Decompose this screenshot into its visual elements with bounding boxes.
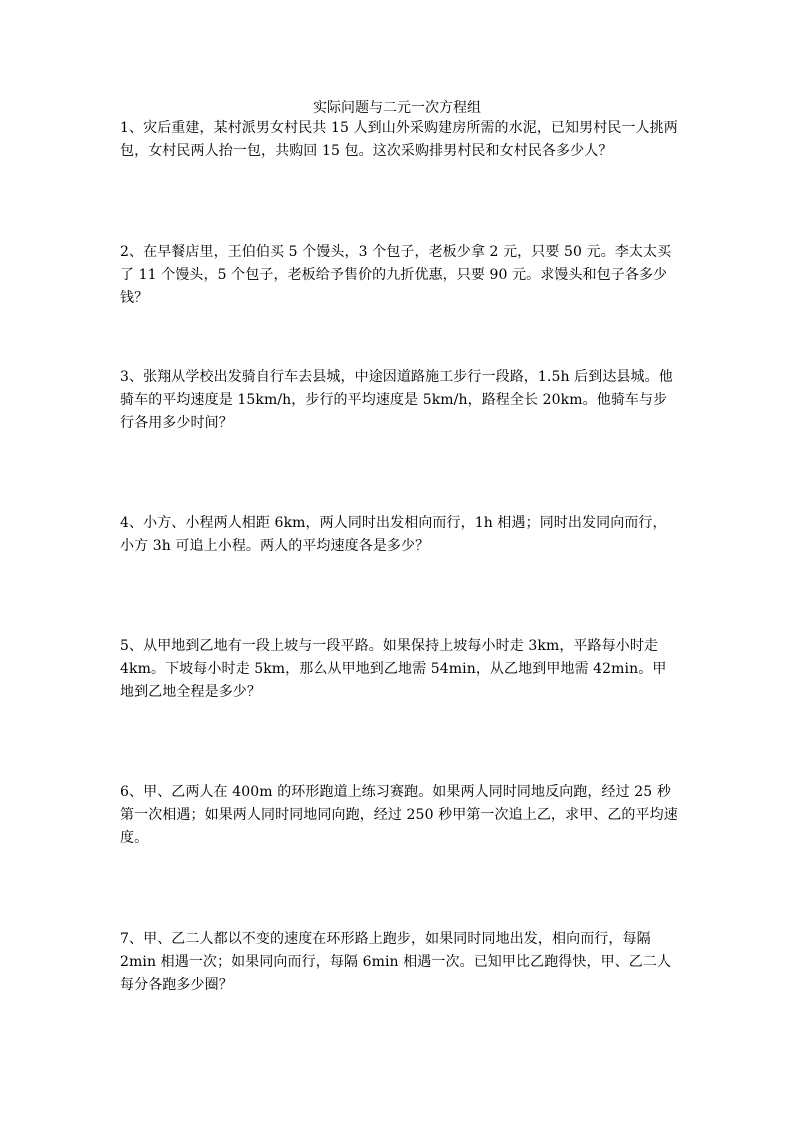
question-7: 7、甲、乙二人都以不变的速度在环形路上跑步，如果同时同地出发，相向而行，每隔 2min 相遇一次；如果同向而行，每隔 6min 相遇一次。已知甲比乙跑得快，甲、乙二人每分各跑多少圈？ bbox=[120, 931, 672, 993]
question-2: 2、在早餐店里，王伯伯买 5 个馒头，3 个包子，老板少拿 2 元，只要 50 元。李太太买了 11 个馒头，5 个包子，老板给予售价的九折优惠，只要 90 元。求馒头和包子各多少钱？ bbox=[120, 244, 672, 306]
document-title: 实际问题与二元一次方程组 bbox=[313, 100, 481, 116]
question-3: 3、张翔从学校出发骑自行车去县城，中途因道路施工步行一段路，1.5h 后到达县城。他骑车的平均速度是 15km/h，步行的平均速度是 5km/h，路程全长 20km。他骑车与步行各用多少时间？ bbox=[120, 369, 673, 431]
question-1: 1、灾后重建，某村派男女村民共 15 人到山外采购建房所需的水泥，已知男村民一人挑两包，女村民两人抬一包，共购回 15 包。这次采购排男村民和女村民各多少人？ bbox=[120, 120, 678, 159]
question-6: 6、甲、乙两人在 400m 的环形跑道上练习赛跑。如果两人同时同地反向跑，经过 25 秒第一次相遇；如果两人同时同地同向跑，经过 250 秒甲第一次追上乙，求甲、乙的平均速度。 bbox=[120, 784, 678, 846]
question-5: 5、从甲地到乙地有一段上坡与一段平路。如果保持上坡每小时走 3km，平路每小时走 4km。下坡每小时走 5km，那么从甲地到乙地需 54min，从乙地到甲地需 42min。甲地到乙地全程是多少？ bbox=[120, 638, 667, 700]
question-4: 4、小方、小程两人相距 6km，两人同时出发相向而行，1h 相遇；同时出发同向而行，小方 3h 可追上小程。两人的平均速度各是多少？ bbox=[120, 515, 667, 554]
